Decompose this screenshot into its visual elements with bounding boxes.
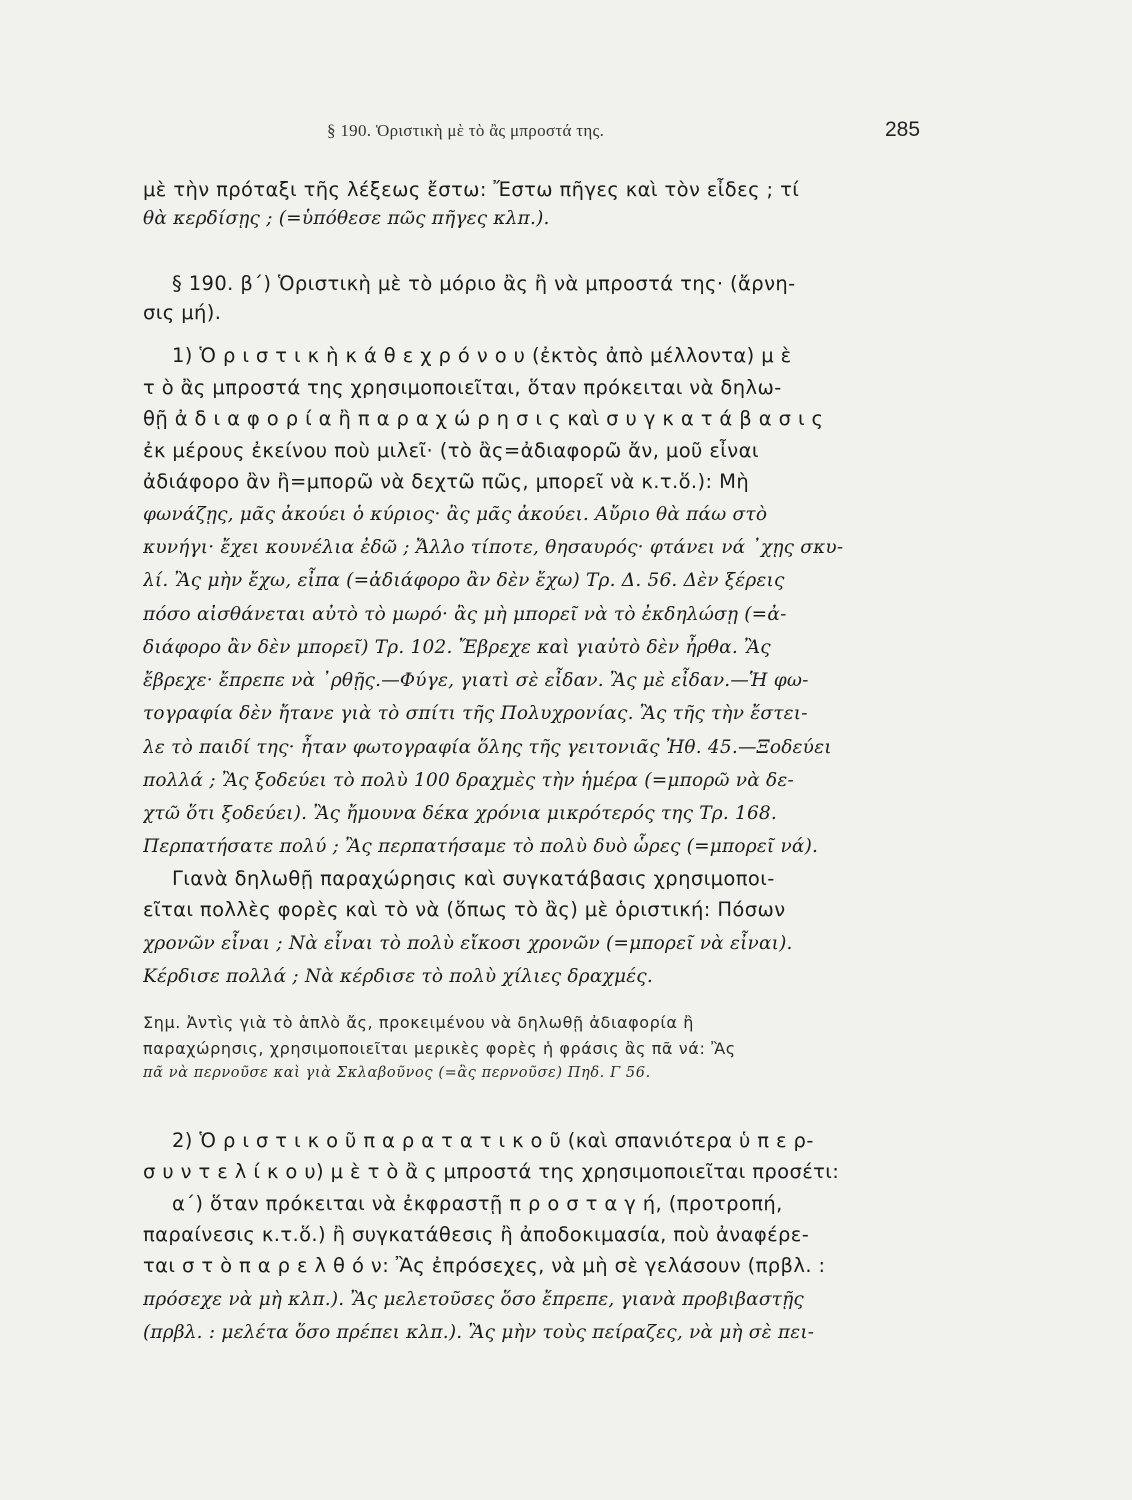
- text-line: τ ὸ ἂς μπροστά της χρησιμοποιεῖται, ὅταν πρόκειται νὰ δηλω-: [143, 376, 782, 399]
- text-line: πολλά ; Ἂς ξοδεύει τὸ πολὺ 100 δραχμὲς τὴν ἡμέρα (=μπορῶ νὰ δε-: [143, 770, 794, 791]
- text-line: θὰ κερδίσῃς ; (=ὑπόθεσε πῶς πῆγες κλπ.).: [143, 208, 550, 229]
- text-line: σ υ ν τ ε λ ί κ ο υ) μ ὲ τ ὸ ἂ ς μπροστά της χρησιμοποιεῖται προσέτι:: [143, 1160, 840, 1183]
- page-number: 285: [885, 118, 921, 141]
- text-line: μὲ τὴν πρόταξι τῆς λέξεως ἔστω: Ἔστω πῆγες καὶ τὸν εἶδες ; τί: [143, 178, 800, 201]
- text-line: χρονῶν εἶναι ; Νὰ εἶναι τὸ πολὺ εἴκοσι χρονῶν (=μπορεῖ νὰ εἶναι).: [143, 933, 793, 954]
- text-line: τογραφία δὲν ἤτανε γιὰ τὸ σπίτι τῆς Πολυχρονίας. Ἂς τῆς τὴν ἔστει-: [143, 703, 808, 724]
- text-line: Κέρδισε πολλά ; Νὰ κέρδισε τὸ πολὺ χίλιες δραχμές.: [143, 966, 653, 987]
- text-line: 1) Ὁ ρ ι σ τ ι κ ὴ κ ά θ ε χ ρ ό ν ο υ (ἐκτὸς ἀπὸ μέλλοντα) μ ὲ: [172, 344, 792, 367]
- text-line: λί. Ἂς μὴν ἔχω, εἶπα (=ἀδιάφορο ἂν δὲν ἔχω) Τρ. Δ. 56. Δὲν ξέρεις: [143, 570, 785, 591]
- text-line: (πρβλ. : μελέτα ὅσο πρέπει κλπ.). Ἂς μὴν τοὺς πείραζες, νὰ μὴ σὲ πει-: [143, 1322, 815, 1343]
- text-line: εῖται πολλὲς φορὲς καὶ τὸ νὰ (ὅπως τὸ ἂς) μὲ ὁριστική: Πόσων: [143, 898, 786, 921]
- text-line: 2) Ὁ ρ ι σ τ ι κ ο ῦ π α ρ α τ α τ ι κ ο ῦ (καὶ σπανιότερα ὑ π ε ρ-: [172, 1129, 814, 1152]
- note-line: Σημ. Ἀντὶς γιὰ τὸ ἁπλὸ ἄς, προκειμένου νὰ δηλωθῇ ἀδιαφορία ἢ: [143, 1013, 694, 1032]
- text-line: Γιανὰ δηλωθῇ παραχώρησις καὶ συγκατάβασις χρησιμοποι-: [172, 867, 775, 890]
- text-line: λε τὸ παιδί της· ἦταν φωτογραφία ὅλης τῆς γειτονιᾶς Ἠθ. 45.—Ξοδεύει: [143, 737, 832, 758]
- text-line: σις μή).: [143, 301, 222, 324]
- text-line: κυνήγι· ἔχει κουνέλια ἐδῶ ; Ἄλλο τίποτε, θησαυρός· φτάνει νά ᾽χῃς σκυ-: [143, 537, 844, 558]
- note-line: πᾶ νὰ περνοῦσε καὶ γιὰ Σκλαβοῦνος (=ἂς περνοῦσε) Πηδ. Γ 56.: [143, 1065, 651, 1081]
- text-line: Περπατήσατε πολύ ; Ἂς περπατήσαμε τὸ πολὺ δυὸ ὧρες (=μπορεῖ νά).: [143, 836, 819, 857]
- running-head: § 190. Ὁριστικὴ μὲ τὸ ἂς μπροστά της.: [327, 121, 605, 140]
- text-line: πρόσεχε νὰ μὴ κλπ.). Ἂς μελετοῦσες ὅσο ἔπρεπε, γιανὰ προβιβαστῇς: [143, 1289, 804, 1310]
- section-heading: § 190. β΄) Ὁριστικὴ μὲ τὸ μόριο ἂς ἢ νὰ μπροστά της· (ἄρνη-: [172, 272, 796, 295]
- text-line: φωνάζῃς, μᾶς ἀκούει ὁ κύριος· ἂς μᾶς ἀκούει. Αὔριο θὰ πάω στὸ: [143, 504, 768, 525]
- text-line: χτῶ ὅτι ξοδεύει). Ἂς ἤμουνα δέκα χρόνια μικρότερός της Τρ. 168.: [143, 803, 777, 824]
- text-line: α΄) ὅταν πρόκειται νὰ ἐκφραστῇ π ρ ο σ τ α γ ή, (προτροπή,: [172, 1192, 783, 1215]
- text-line: παραίνεσις κ.τ.ὅ.) ἢ συγκατάθεσις ἢ ἀποδοκιμασία, ποὺ ἀναφέρε-: [143, 1223, 810, 1246]
- note-line: παραχώρησις, χρησιμοποιεῖται μερικὲς φορὲς ἡ φράσις ἂς πᾶ νά: Ἂς: [143, 1039, 736, 1058]
- text-line: διάφορο ἂν δὲν μπορεῖ) Τρ. 102. Ἔβρεχε καὶ γιαὐτὸ δὲν ἦρθα. Ἂς: [143, 637, 771, 658]
- text-line: ἔβρεχε· ἔπρεπε νὰ ᾽ρθῇς.—Φύγε, γιατὶ σὲ εἶδαν. Ἂς μὲ εἶδαν.—Ἡ φω-: [143, 670, 809, 691]
- text-line: θῇ ἀ δ ι α φ ο ρ ί α ἢ π α ρ α χ ώ ρ η σ ι ς καὶ σ υ γ κ α τ ά β α σ ι ς: [143, 407, 824, 430]
- page-header: [0, 118, 1132, 146]
- text-line: ται σ τ ὸ π α ρ ε λ θ ό ν: Ἂς ἐπρόσεχες, νὰ μὴ σὲ γελάσουν (πρβλ. :: [143, 1254, 826, 1277]
- text-line: ἐκ μέρους ἐκείνου ποὺ μιλεῖ· (τὸ ἂς=ἀδιαφορῶ ἄν, μοῦ εἶναι: [143, 439, 759, 462]
- text-line: πόσο αἰσθάνεται αὐτὸ τὸ μωρό· ἂς μὴ μπορεῖ νὰ τὸ ἐκδηλώσῃ (=ἀ-: [143, 604, 787, 625]
- text-line: ἀδιάφορο ἂν ἢ=μπορῶ νὰ δεχτῶ πῶς, μπορεῖ νὰ κ.τ.ὅ.): Μὴ: [143, 470, 750, 493]
